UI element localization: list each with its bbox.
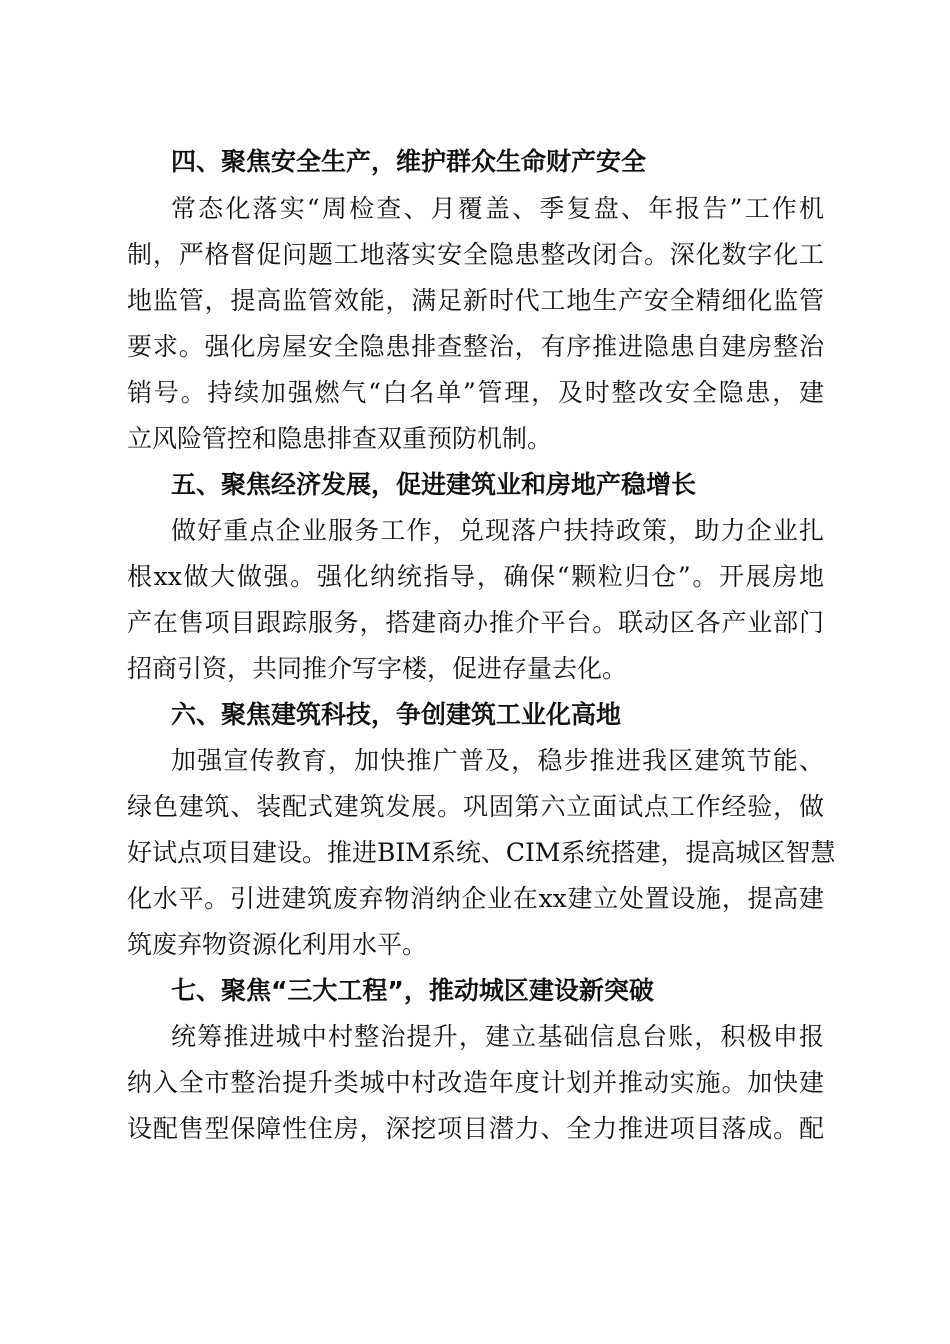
paragraph-line: 统筹推进城中村整治提升，建立基础信息台账，积极申报	[171, 1022, 824, 1051]
paragraph-line: 制，严格督促问题工地落实安全隐患整改闭合。深化数字化工	[127, 240, 824, 269]
paragraph-line: 好试点项目建设。推进BIM系统、CIM系统搭建，提高城区智慧	[127, 838, 836, 867]
paragraph-line: 加强宣传教育，加快推广普及，稳步推进我区建筑节能、	[171, 746, 824, 775]
section-heading-6: 六、聚焦建筑科技，争创建筑工业化高地	[171, 700, 622, 729]
section-heading-5: 五、聚焦经济发展，促进建筑业和房地产稳增长	[171, 470, 697, 499]
section-heading-4: 四、聚焦安全生产，维护群众生命财产安全	[171, 147, 647, 176]
paragraph-line: 立风险管控和隐患排查双重预防机制。	[127, 424, 553, 453]
paragraph-line: 销号。持续加强燃气“白名单”管理，及时整改安全隐患，建	[127, 378, 824, 407]
paragraph-line: 地监管，提高监管效能，满足新时代工地生产安全精细化监管	[127, 286, 824, 315]
paragraph-line: 绿色建筑、装配式建筑发展。巩固第六立面试点工作经验，做	[127, 792, 824, 821]
paragraph-line: 根xx做大做强。强化纳统指导，确保“颗粒归仓”。开展房地	[127, 562, 824, 591]
paragraph-line: 招商引资，共同推介写字楼，促进存量去化。	[127, 654, 628, 683]
paragraph-line: 筑废弃物资源化利用水平。	[127, 930, 428, 959]
paragraph-line: 做好重点企业服务工作，兑现落户扶持政策，助力企业扎	[171, 516, 824, 545]
paragraph-line: 化水平。引进建筑废弃物消纳企业在xx建立处置设施，提高建	[127, 884, 824, 913]
paragraph-line: 常态化落实“周检查、月覆盖、季复盘、年报告”工作机	[171, 194, 824, 223]
paragraph-line: 纳入全市整治提升类城中村改造年度计划并推动实施。加快建	[127, 1068, 824, 1097]
paragraph-line: 设配售型保障性住房，深挖项目潜力、全力推进项目落成。配	[127, 1114, 824, 1143]
paragraph-line: 产在售项目跟踪服务，搭建商办推介平台。联动区各产业部门	[127, 608, 824, 637]
section-heading-7: 七、聚焦“三大工程”，推动城区建设新突破	[171, 976, 654, 1005]
paragraph-line: 要求。强化房屋安全隐患排查整治，有序推进隐患自建房整治	[127, 332, 824, 361]
